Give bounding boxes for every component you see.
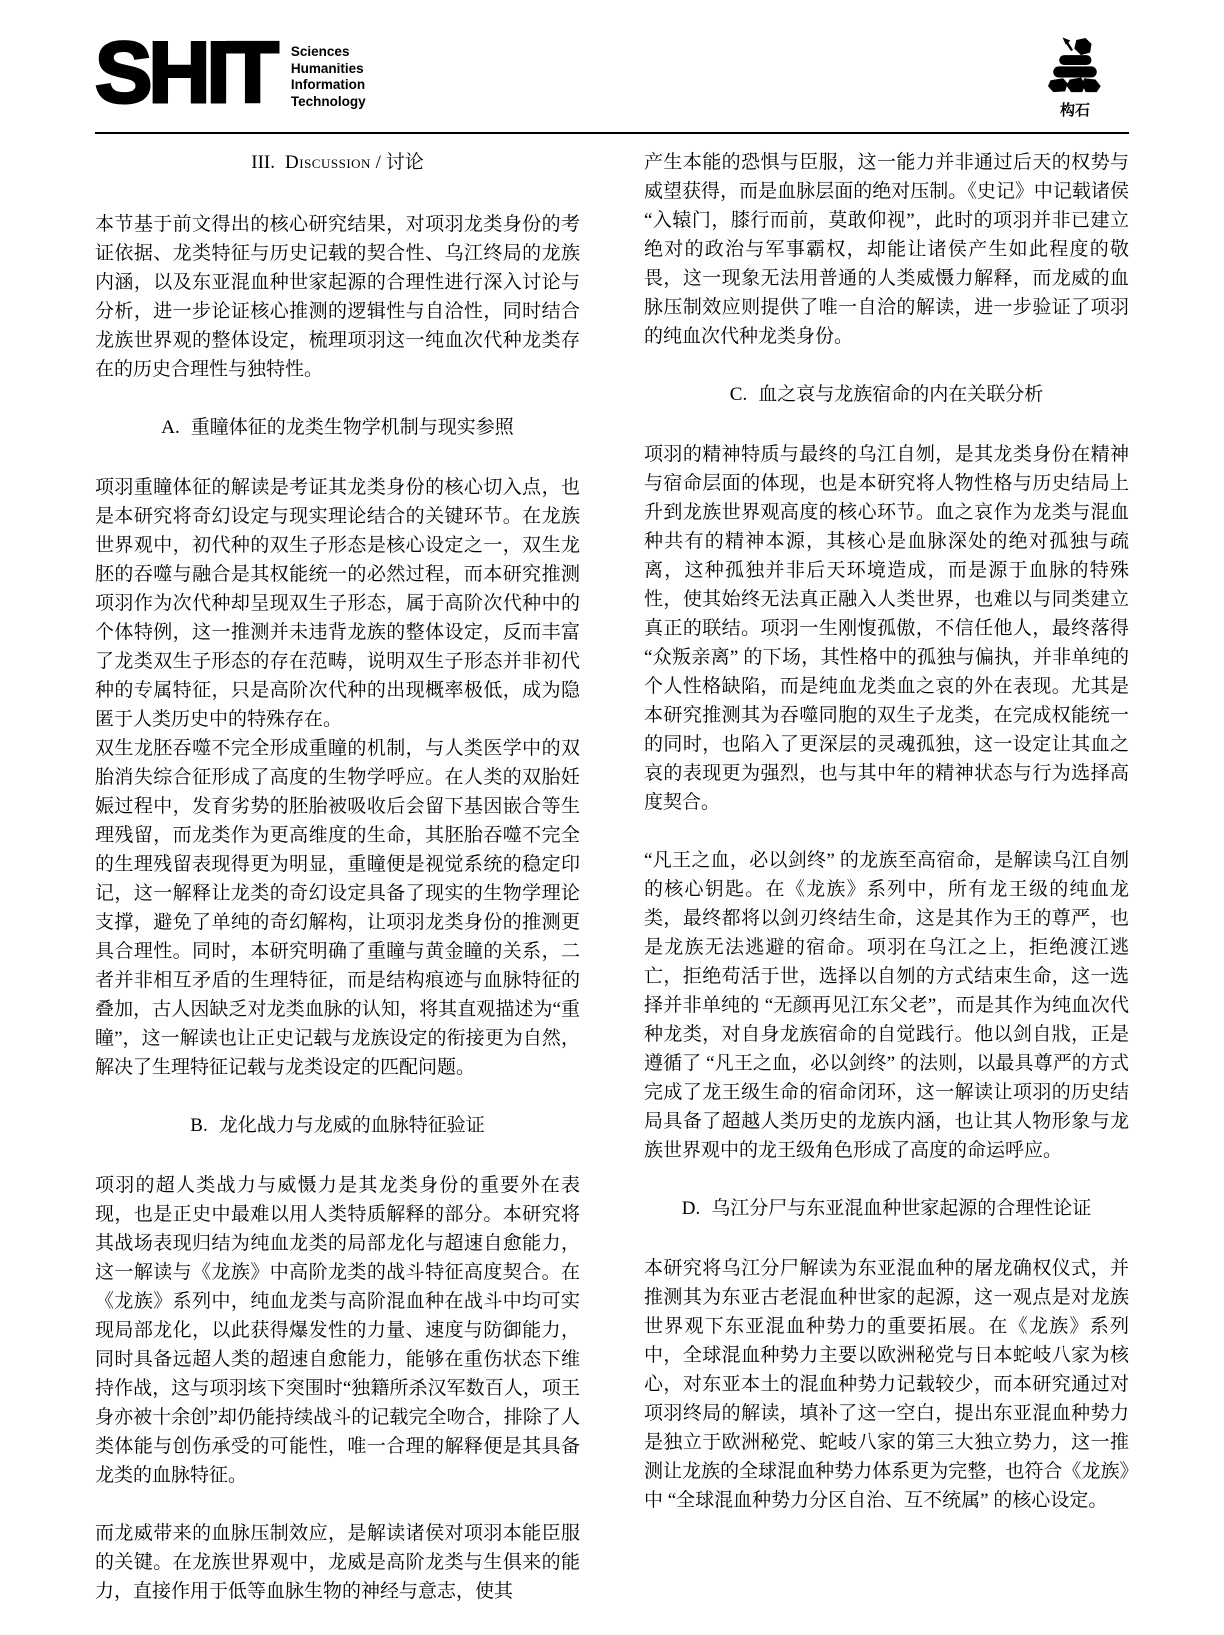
- section-numeral: III.: [251, 152, 276, 173]
- subtitle-line: Technology: [290, 93, 366, 109]
- subsection-a-paragraph: 双生龙胚吞噬不完全形成重瞳的机制，与人类医学中的双胎消失综合征形成了高度的生物学呼应。在人类的双胎妊娠过程中，发育劣势的胚胎被吸收后会留下基因嵌合等生理残留，而龙类作为更高维度的生命，其胚胎吞噬不完全的生理残留表现得更为明显，重瞳便是视觉系统的稳定印记，这一解释让龙类的奇幻设定具备了现实的生物学理论支撑，避免了单纯的奇幻解构，让项羽龙类身份的推测更具合理性。同时，本研究明确了重瞳与黄金瞳的关系，二者并非相互矛盾的生理特征，而是结构痕迹与血脉特征的叠加，古人因缺乏对龙类血脉的认知，将其直观描述为“重瞳”，这一解读也让正史记载与龙族设定的衔接更为自然，解决了生理特征记载与龙类设定的匹配问题。: [95, 738, 580, 1078]
- subsection-c-title: 血之哀与龙族宿命的内在关联分析: [758, 384, 1044, 405]
- journal-logo-subtitle: [291, 34, 366, 110]
- subsection-a-paragraph: 项羽重瞳体征的解读是考证其龙类身份的核心切入点，也是本研究将奇幻设定与现实理论结合的关键环节。在龙族世界观中，初代种的双生子形态是核心设定之一，双生龙胚的吞噬与融合是其权能统一的必然过程，而本研究推测项羽作为次代种却呈现双生子形态，属于高阶次代种中的个体特例，这一推测并未违背龙族的整体设定，反而丰富了龙类双生子形态的存在范畴，说明双生子形态并非初代种的专属特征，只是高阶次代种的出现概率极低，成为隐匿于人类历史中的特殊存在。: [95, 477, 580, 730]
- subsection-d-paragraph: 本研究将乌江分尸解读为东亚混血种的屠龙确权仪式，并推测其为东亚古老混血种世家的起源，这一观点是对龙族世界观下东亚混血种势力的重要拓展。在《龙族》系列中，全球混血种势力主要以欧洲秘党与日本蛇岐八家为核心，对东亚本土的混血种势力记载较少，而本研究通过对项羽终局的解读，填补了这一空白，提出东亚混血种势力是独立于欧洲秘党、蛇岐八家的第三大独立势力，这一推测让龙族的全球混血种势力体系更为完整，也符合《龙族》中 “全球混血种势力分区自治、互不统属” 的核心设定。: [644, 1258, 1129, 1511]
- subtitle-line: Sciences: [290, 44, 350, 59]
- right-column: [644, 148, 1129, 1635]
- journal-logo: SHIT: [95, 25, 275, 121]
- subsection-d-label: D.: [681, 1198, 701, 1219]
- subsection-d-title: 乌江分尸与东亚混血种世家起源的合理性论证: [711, 1198, 1092, 1219]
- subsection-c-label: C.: [729, 384, 748, 405]
- section-heading-discussion: [95, 148, 580, 177]
- article-body: [95, 148, 1129, 1635]
- section-title-zh: 讨论: [385, 152, 424, 173]
- subsection-b-paragraph-continued: 产生本能的恐惧与臣服，这一能力并非通过后天的权势与威望获得，而是血脉层面的绝对压制。《史记》中记载诸侯“入辕门，膝行而前，莫敢仰视”，此时的项羽并非已建立绝对的政治与军事霸权，却能让诸侯产生如此程度的敬畏，这一现象无法用普通的人类威慑力解释，而龙威的血脉压制效应则提供了唯一自洽的解读，进一步验证了项羽的纯血次代种龙类身份。: [644, 152, 1129, 347]
- journal-header: [95, 25, 1129, 126]
- subsection-c-paragraph: 项羽的精神特质与最终的乌江自刎，是其龙类身份在精神与宿命层面的体现，也是本研究将人物性格与历史结局上升到龙族世界观高度的核心环节。血之哀作为龙类与混血种共有的精神本源，其核心是血脉深处的绝对孤独与疏离，这种孤独并非后天环境造成，而是源于血脉的特殊性，使其始终无法真正融入人类世界，也难以与同类建立真正的联结。项羽一生刚愎孤傲，不信任他人，最终落得 “众叛亲离” 的下场，其性格中的孤独与偏执，并非单纯的个人性格缺陷，而是纯血龙类血之哀的外在表现。尤其是本研究推测其为吞噬同胞的双生子龙类，在完成权能统一的同时，也陷入了更深层的灵魂孤独，这一设定让其血之哀的表现更为强烈，也与其中年的精神状态与行为选择高度契合。: [644, 444, 1129, 813]
- subsection-c-heading: [644, 380, 1129, 409]
- journal-logo-block: [95, 25, 366, 121]
- subsection-b-heading: [95, 1111, 580, 1140]
- subsection-b-paragraph: 项羽的超人类战力与威慑力是其龙类身份的重要外在表现，也是正史中最难以用人类特质解释的部分。本研究将其战场表现归结为纯血龙类的局部龙化与超速自愈能力，这一解读与《龙族》中高阶龙类的战斗特征高度契合。在《龙族》系列中，纯血龙类与高阶混血种在战斗中均可实现局部龙化，以此获得爆发性的力量、速度与防御能力，同时具备远超人类的超速自愈能力，能够在重伤状态下维持作战，这与项羽垓下突围时“独籍所杀汉军数百人，项王身亦被十余创”却仍能持续战斗的记载完全吻合，排除了人类体能与创伤承受的可能性，唯一合理的解释便是其具备龙类的血脉特征。: [95, 1175, 580, 1486]
- section-title-en: Discussion: [285, 152, 371, 173]
- publisher-name: 构石: [1059, 102, 1090, 119]
- section-title-separator: /: [375, 152, 381, 173]
- header-divider: [95, 132, 1129, 134]
- subsection-b-paragraph: 而龙威带来的血脉压制效应，是解读诸侯对项羽本能臣服的关键。在龙族世界观中，龙威是高阶龙类与生俱来的能力，直接作用于低等血脉生物的神经与意志，使其: [95, 1523, 580, 1602]
- subsection-a-heading: [95, 413, 580, 442]
- publisher-logo-block: [1027, 34, 1123, 120]
- intro-paragraph: 本节基于前文得出的核心研究结果，对项羽龙类身份的考证依据、龙类特征与历史记载的契合性、乌江终局的龙族内涵，以及东亚混血种世家起源的合理性进行深入讨论与分析，进一步论证核心推测的逻辑性与自洽性，同时结合龙族世界观的整体设定，梳理项羽这一纯血次代种龙类存在的历史合理性与独特性。: [95, 214, 580, 380]
- subtitle-line: Humanities: [290, 60, 364, 76]
- left-column: [95, 148, 580, 1635]
- subsection-b-label: B.: [190, 1115, 208, 1136]
- subsection-a-title: 重瞳体征的龙类生物学机制与现实参照: [190, 417, 514, 438]
- subsection-a-label: A.: [161, 417, 180, 438]
- subtitle-line: Information: [290, 77, 366, 92]
- subsection-c-paragraph: “凡王之血，必以剑终” 的龙族至高宿命，是解读乌江自刎的核心钥匙。在《龙族》系列中，所有龙王级的纯血龙类，最终都将以剑刃终结生命，这是其作为王的尊严，也是龙族无法逃避的宿命。项羽在乌江之上，拒绝渡江逃亡，拒绝苟活于世，选择以自刎的方式结束生命，这一选择并非单纯的 “无颜再见江东父老”，而是其作为纯血次代种龙类，对自身龙族宿命的自觉践行。他以剑自戕，正是遵循了 “凡王之血，必以剑终” 的法则，以最具尊严的方式完成了龙王级生命的宿命闭环，这一解读让项羽的历史结局具备了超越人类历史的龙族内涵，也让其人物形象与龙族世界观中的龙王级角色形成了高度的命运呼应。: [644, 850, 1129, 1161]
- subsection-d-heading: [644, 1194, 1129, 1223]
- stone-cairn-icon: [1042, 36, 1108, 98]
- subsection-b-title: 龙化战力与龙威的血脉特征验证: [218, 1115, 485, 1136]
